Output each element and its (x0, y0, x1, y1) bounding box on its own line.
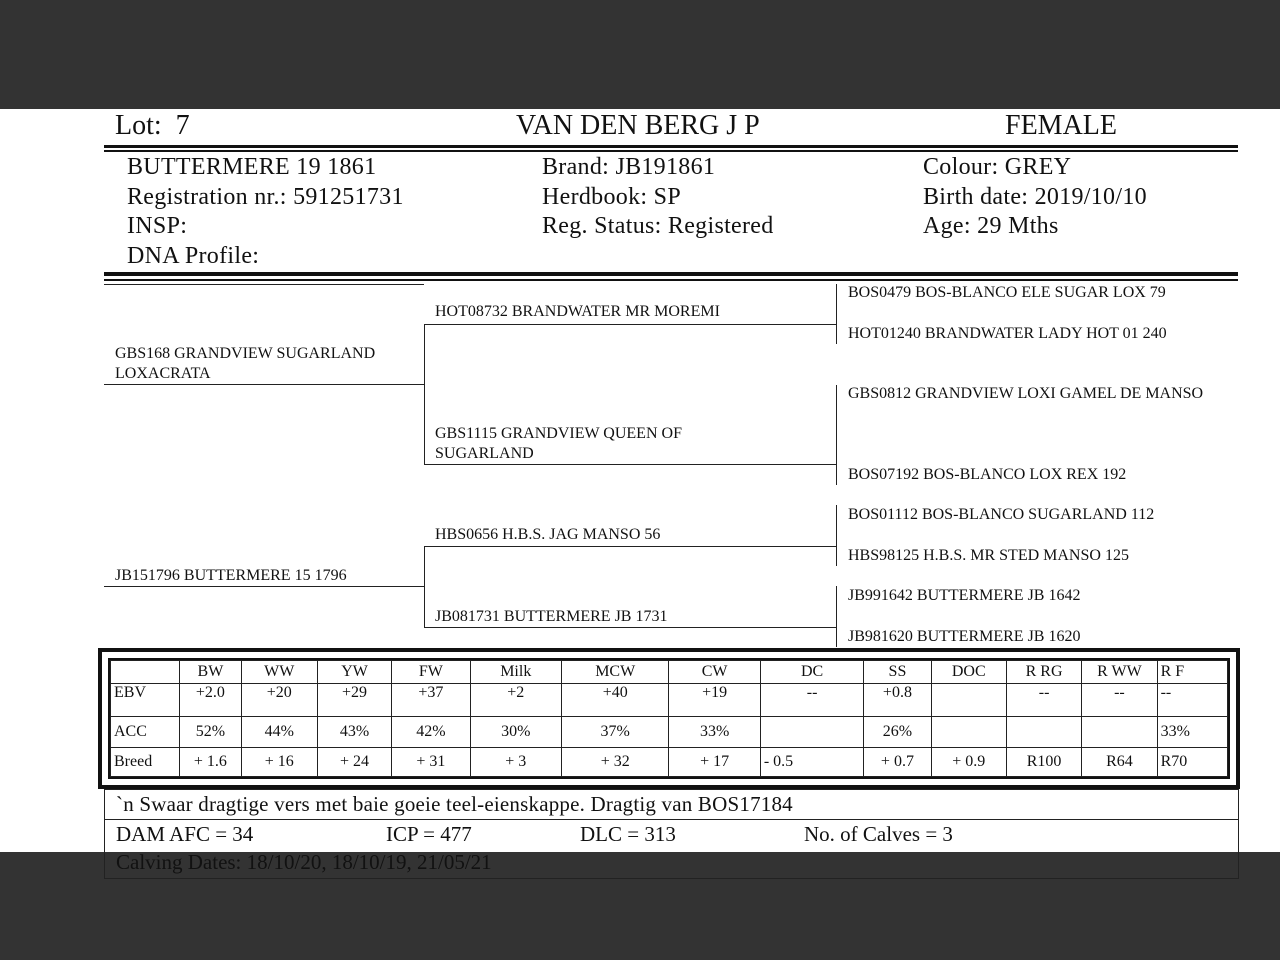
ebv-header-cell (111, 661, 180, 684)
acc-cell: 43% (317, 717, 391, 747)
reg-status-value: Registered (667, 213, 774, 239)
ebv-cell (931, 683, 1006, 716)
brand-label: Brand: (542, 154, 610, 180)
breed-cell: R64 (1082, 747, 1157, 776)
ebv-table-inner (108, 658, 1230, 779)
ebv-cell: +19 (669, 683, 760, 716)
acc-row (111, 717, 1228, 747)
birth-date-label: Birth date: (923, 184, 1029, 210)
dd-connector (836, 586, 837, 647)
pedigree-sire: GBS168 GRANDVIEW SUGARLAND LOXACRATA (115, 345, 376, 382)
sire-connector (424, 324, 425, 464)
dam-stats-box (104, 819, 1239, 879)
ebv-cell: -- (1082, 683, 1157, 716)
ebv-row (111, 683, 1228, 716)
ebv-cell: -- (1157, 683, 1227, 716)
ebv-header-cell: YW (317, 661, 391, 684)
ggp-2: HOT01240 BRANDWATER LADY HOT 01 240 (848, 325, 1167, 342)
registration-label: Registration nr.: (127, 184, 287, 210)
acc-cell: 52% (180, 717, 241, 747)
breed-row-label: Breed (111, 747, 180, 776)
colour-value: GREY (1004, 154, 1072, 180)
ebv-header-row (111, 661, 1228, 684)
tree-top-line (104, 284, 424, 285)
ebv-header-cell: DC (760, 661, 863, 684)
header-rule-bottom (104, 150, 1238, 152)
breed-cell: + 16 (241, 747, 317, 776)
brand-line (542, 154, 715, 181)
acc-cell: 33% (669, 717, 760, 747)
animal-name: BUTTERMERE 19 1861 (127, 154, 377, 180)
ggp-1: BOS0479 BOS-BLANCO ELE SUGAR LOX 79 (848, 284, 1166, 301)
acc-cell: 37% (561, 717, 668, 747)
remarks-box (104, 789, 1239, 820)
breed-cell: - 0.5 (760, 747, 863, 776)
acc-cell (1006, 717, 1081, 747)
breed-cell: + 17 (669, 747, 760, 776)
acc-cell (1082, 717, 1157, 747)
ggp-5: BOS01112 BOS-BLANCO SUGARLAND 112 (848, 506, 1155, 523)
ebv-cell: +2.0 (180, 683, 241, 716)
brand-value: JB191861 (615, 154, 716, 180)
ebv-cell: +2 (470, 683, 561, 716)
ebv-header-cell: WW (241, 661, 317, 684)
dam-dam-line (424, 627, 836, 628)
acc-cell: 26% (864, 717, 931, 747)
ebv-header-cell: R WW (1082, 661, 1157, 684)
reg-status-line (542, 213, 774, 240)
ss-connector (836, 284, 837, 344)
birth-date-value: 2019/10/10 (1034, 184, 1147, 210)
ebv-header-cell: BW (180, 661, 241, 684)
ebv-header-cell: FW (392, 661, 470, 684)
ebv-row-label: EBV (111, 683, 180, 716)
acc-cell: 44% (241, 717, 317, 747)
dam-connector (424, 546, 425, 627)
lot-label: Lot: (115, 110, 162, 141)
sire-line (104, 384, 424, 385)
pedigree-dam-dam: JB081731 BUTTERMERE JB 1731 (435, 608, 668, 625)
dam-afc: DAM AFC = 34 (116, 822, 254, 846)
ebv-table (110, 660, 1228, 777)
lot-number: 7 (175, 110, 190, 141)
dam-sire-line (424, 546, 836, 547)
ggp-4: BOS07192 BOS-BLANCO LOX REX 192 (848, 466, 1127, 483)
ebv-header-cell: R RG (1006, 661, 1081, 684)
breed-cell: + 32 (561, 747, 668, 776)
breed-cell: R100 (1006, 747, 1081, 776)
registration-line (127, 184, 404, 211)
remarks-text: `n Swaar dragtige vers met baie goeie teel-eienskappe. Dragtig van BOS17184 (116, 792, 793, 816)
pedigree-sire-dam: GBS1115 GRANDVIEW QUEEN OF SUGARLAND (435, 425, 682, 462)
breed-cell: + 1.6 (180, 747, 241, 776)
insp-label: INSP: (127, 213, 188, 239)
breed-cell: + 0.9 (931, 747, 1006, 776)
ebv-cell: -- (760, 683, 863, 716)
ebv-cell: -- (1006, 683, 1081, 716)
reg-status-label: Reg. Status: (542, 213, 662, 239)
sire-dam-line (424, 464, 836, 465)
age-label: Age: (923, 213, 971, 239)
breed-cell: R70 (1157, 747, 1227, 776)
sex-label: FEMALE (1005, 110, 1117, 141)
birth-date-line (923, 184, 1147, 211)
ebv-header-cell: DOC (931, 661, 1006, 684)
ebv-header-cell: CW (669, 661, 760, 684)
ggp-7: JB991642 BUTTERMERE JB 1642 (848, 587, 1081, 604)
ebv-cell: +29 (317, 683, 391, 716)
ebv-header-cell: SS (864, 661, 931, 684)
pedigree-sire-sire: HOT08732 BRANDWATER MR MOREMI (435, 303, 720, 320)
dna-profile-label: DNA Profile: (127, 243, 260, 269)
sire-sire-line (424, 324, 836, 325)
sd-connector (836, 385, 837, 485)
acc-cell (760, 717, 863, 747)
breed-cell: + 3 (470, 747, 561, 776)
ebv-header-cell: MCW (561, 661, 668, 684)
dam-calves: No. of Calves = 3 (804, 822, 953, 846)
breed-cell: + 0.7 (864, 747, 931, 776)
acc-cell: 33% (1157, 717, 1227, 747)
pedigree-dam-sire: HBS0656 H.B.S. JAG MANSO 56 (435, 526, 661, 543)
dam-dlc: DLC = 313 (580, 822, 676, 846)
ds-connector (836, 505, 837, 566)
pedigree-sheet (0, 109, 1280, 874)
acc-cell: 42% (392, 717, 470, 747)
ggp-8: JB981620 BUTTERMERE JB 1620 (848, 628, 1081, 645)
ebv-cell: +20 (241, 683, 317, 716)
herdbook-label: Herdbook: (542, 184, 648, 210)
herdbook-line (542, 184, 681, 211)
breed-cell: + 31 (392, 747, 470, 776)
breed-row (111, 747, 1228, 776)
info-rule-top (104, 272, 1238, 276)
info-rule-bottom (104, 279, 1238, 281)
pedigree-dam: JB151796 BUTTERMERE 15 1796 (115, 567, 347, 584)
age-value: 29 Mths (977, 213, 1059, 239)
dam-icp: ICP = 477 (386, 822, 472, 846)
ggp-3: GBS0812 GRANDVIEW LOXI GAMEL DE MANSO (848, 385, 1204, 402)
colour-line (923, 154, 1071, 181)
breeder-name: VAN DEN BERG J P (516, 110, 760, 141)
ebv-table-frame (98, 648, 1240, 789)
ebv-cell: +37 (392, 683, 470, 716)
ebv-header-cell: R F (1157, 661, 1227, 684)
herdbook-value: SP (653, 184, 681, 210)
acc-cell (931, 717, 1006, 747)
acc-row-label: ACC (111, 717, 180, 747)
age-line (923, 213, 1059, 240)
registration-value: 591251731 (293, 184, 404, 210)
ebv-cell: +0.8 (864, 683, 931, 716)
breed-cell: + 24 (317, 747, 391, 776)
ebv-cell: +40 (561, 683, 668, 716)
dam-calving-dates: Calving Dates: 18/10/20, 18/10/19, 21/05/21 (116, 850, 492, 874)
acc-cell: 30% (470, 717, 561, 747)
lot-label-line (115, 110, 190, 142)
ebv-header-cell: Milk (470, 661, 561, 684)
ggp-6: HBS98125 H.B.S. MR STED MANSO 125 (848, 547, 1129, 564)
colour-label: Colour: (923, 154, 999, 180)
header-rule-top (104, 145, 1238, 148)
dam-line (104, 586, 424, 587)
